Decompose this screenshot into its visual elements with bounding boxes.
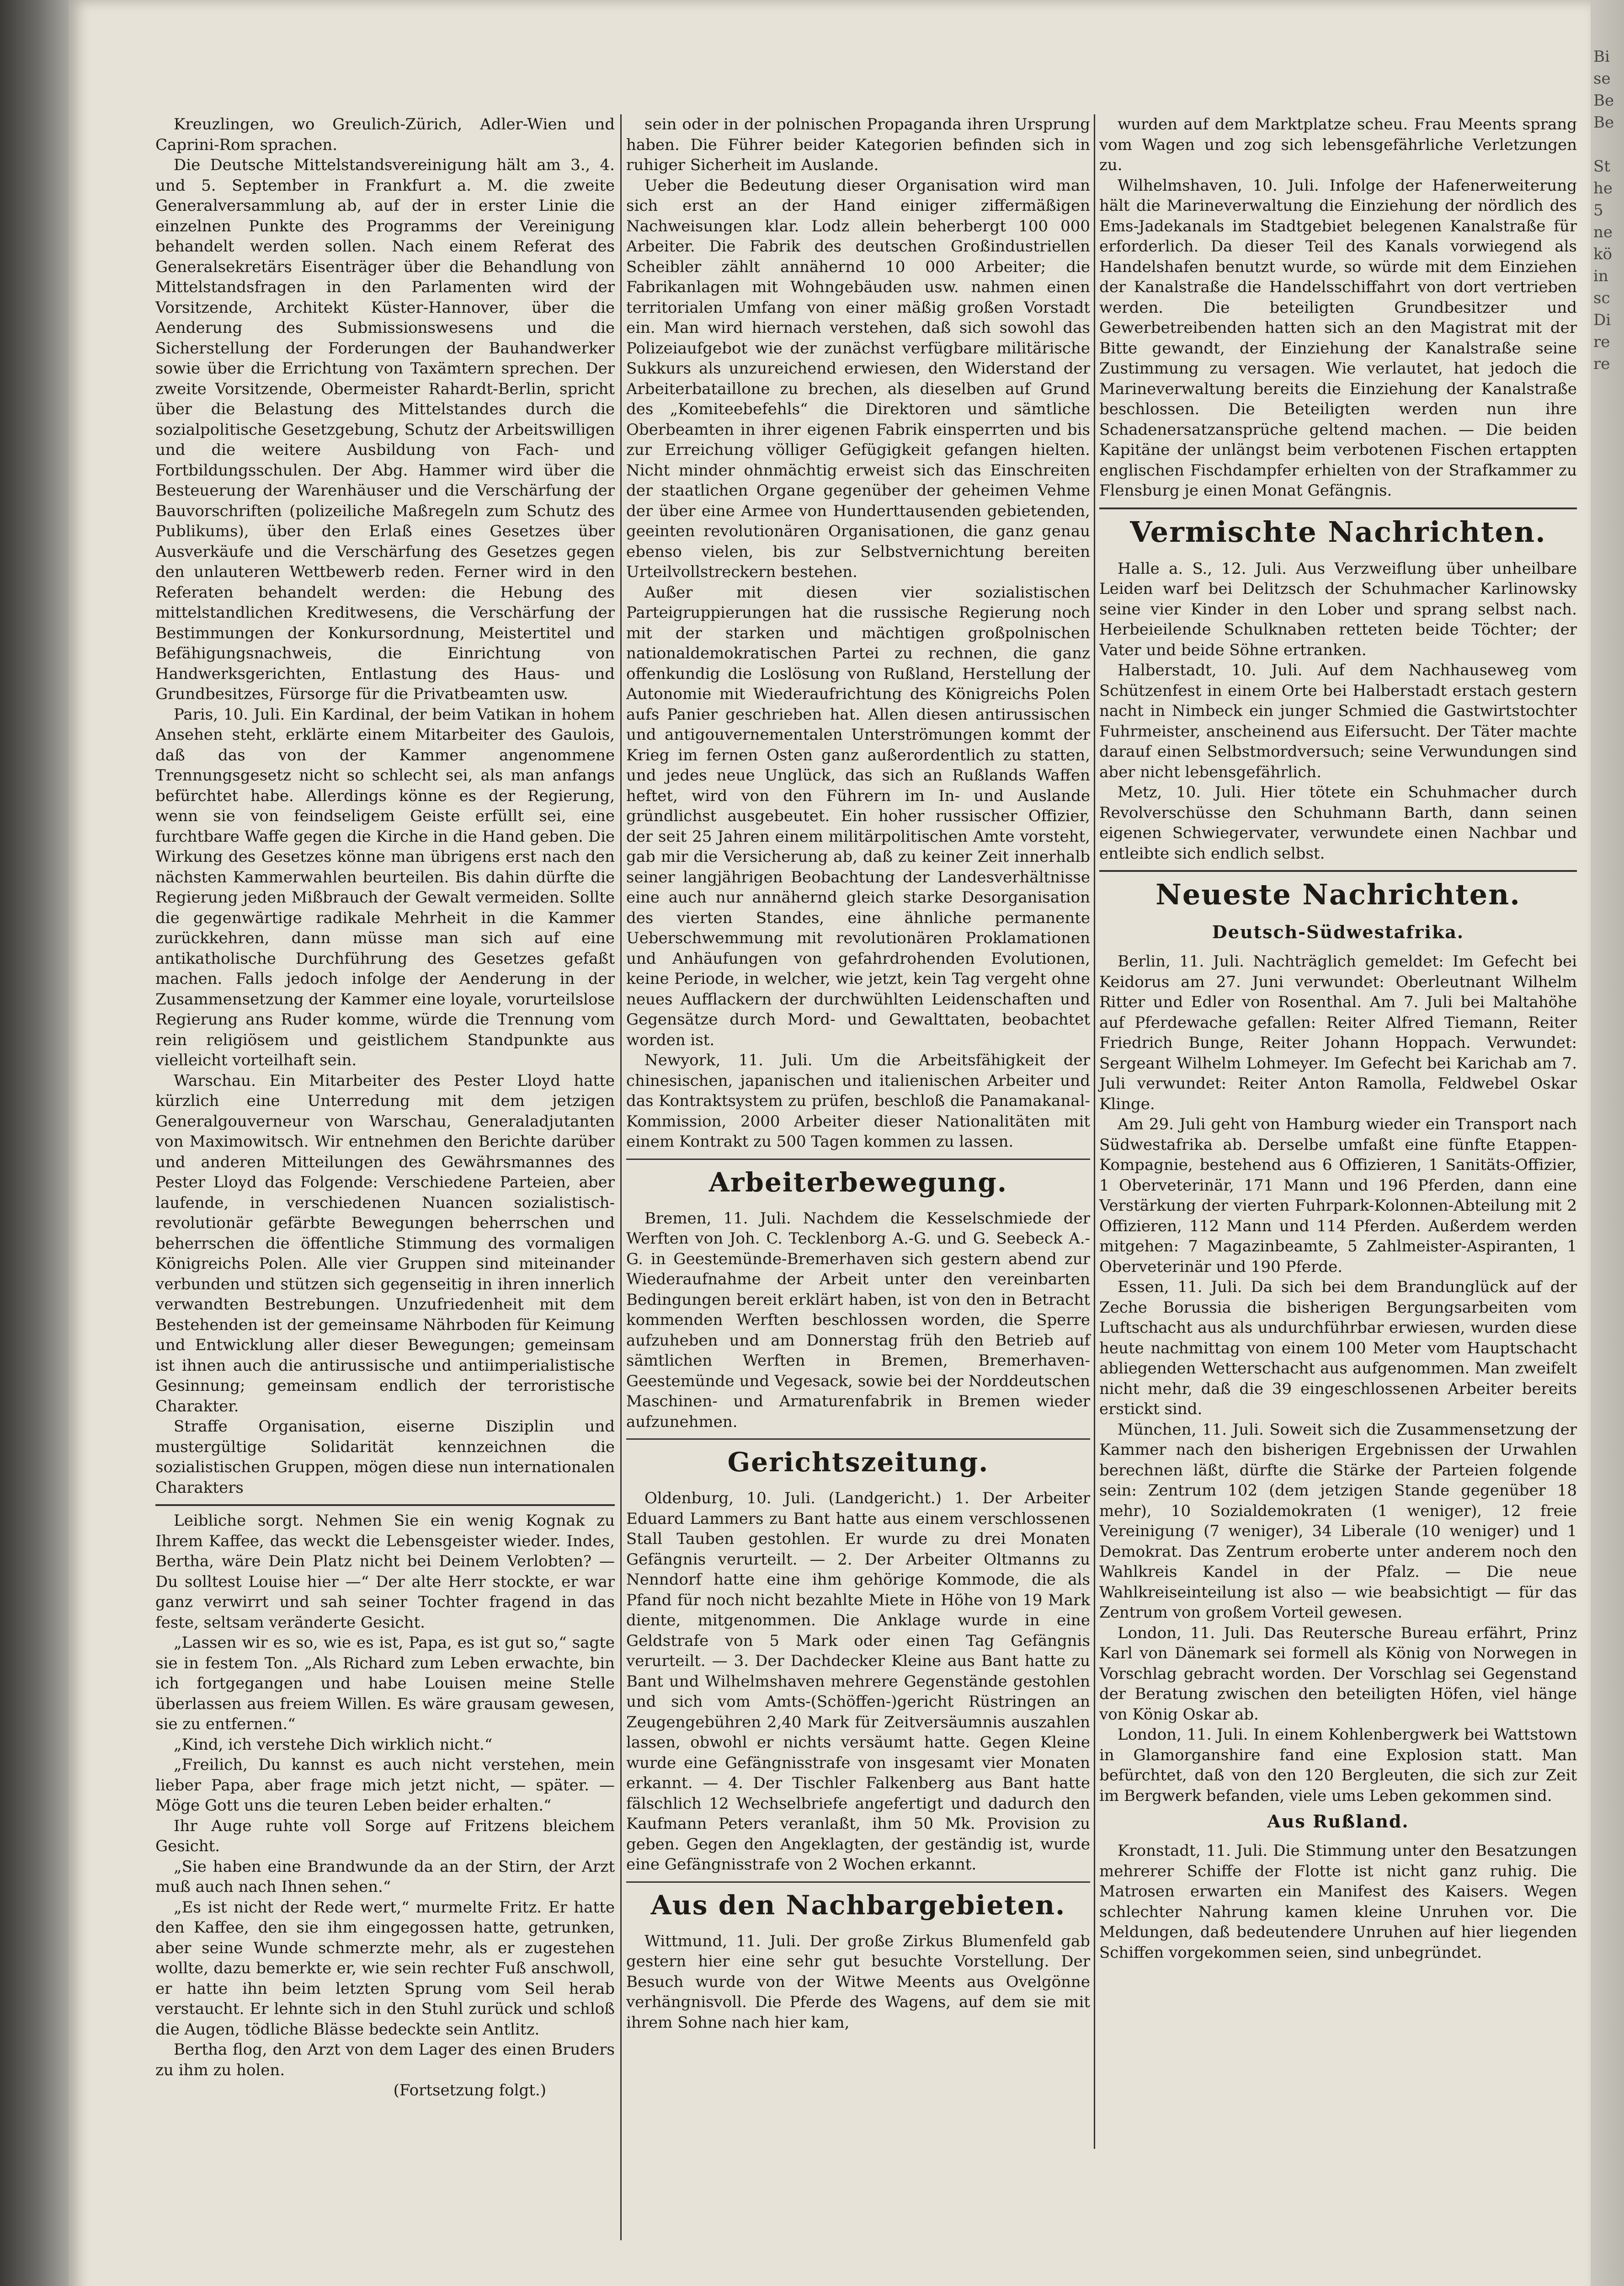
next-page-edge: Bi se Be Be St he 5 ne kö in sc Di re re: [1591, 0, 1624, 2286]
article-paragraph: London, 11. Juli. In einem Kohlenbergwerk bei Wattstown in Glamorganshire fand eine Explosion statt. Man befürchtet, daß von den 120 Bergleuten, die sich zur Zeit im Bergwerk befanden, viele ums Leben gekommen sind.: [1099, 1725, 1577, 1805]
article-paragraph: Am 29. Juli geht von Hamburg wieder ein Transport nach Südwestafrika ab. Derselbe umfaßt eine fünfte Etappen-Kompagnie, bestehend aus 6 Offizieren, 1 Sanitäts-Offizier, 1 Oberveterinär, 171 Mann und 196 Pferden, dann eine Verstärkung der vierten Fuhrpark-Kolonnen-Abteilung mit 2 Offizieren, 112 Mann und 114 Pferden. Außerdem werden mitgehen: 7 Magazinbeamte, 5 Zahlmeister-Aspiranten, 1 Oberveterinär und 190 Pferde.: [1099, 1115, 1577, 1276]
article-paragraph: Ueber die Bedeutung dieser Organisation wird man sich erst an der Hand einiger ziffermäßigen Nachweisungen klar. Lodz allein beherbergt 100 000 Arbeiter. Die Fabrik des deutschen Großindustriellen Scheibler zählt annähernd 10 000 Arbeiter; die Fabrikanlagen mit Wohngebäuden usw. nahmen einen territorialen Umfang von einer mäßig großen Vorstadt ein. Man wird hiernach verstehen, daß sich sowohl das Polizeiaufgebot wie der zunächst verfügbare militärische Sukkurs als unzureichend erwiesen, den Widerstand der Arbeiterbataillone zu brechen, als dieselben auf Grund des „Komiteebefehls“ die Direktoren und sämtliche Oberbeamten in ihrer eigenen Fabrik einsperrten und bis zur Erreichung völliger Gefügigkeit gefangen hielten. Nicht minder ohnmächtig erweist sich das Einschreiten der staatlichen Organe gegenüber der geheimen Vehme der über eine Armee von Hunderttausenden gebietenden, geeinten revolutionären Organisationen, die ganz genau ebenso vielen, bis zur Selbstvernichtung bereiten Urteilvollstreckern bestehen.: [626, 176, 1090, 581]
feuilleton-paragraph: „Sie haben eine Brandwunde da an der Stirn, der Arzt muß auch nach Ihnen sehen.“: [155, 1857, 615, 1896]
article-paragraph: Straffe Organisation, eiserne Disziplin und mustergültige Solidarität kennzeichnen die sozialistischen Gruppen, mögen diese nun internationalen Charakters: [155, 1417, 615, 1497]
article-paragraph: Halle a. S., 12. Juli. Aus Verzweiflung über unheilbare Leiden warf bei Delitzsch der Schuhmacher Karlinowsky seine vier Kinder in den Lober und sprang selbst nach. Herbeieilende Schulknaben retteten beide Töchter; der Vater und beide Söhne ertranken.: [1099, 559, 1577, 659]
column-rule-1: [620, 114, 622, 2240]
section-heading-misc: Vermischte Nachrichten.: [1130, 515, 1546, 549]
feuilleton-paragraph: „Lassen wir es so, wie es ist, Papa, es ist gut so,“ sagte sie in festem Ton. „Als Richard zum Leben erwachte, bin ich fortgegangen und habe Louisen meine Stelle überlassen aus freiem Willen. Es wäre grausam gewesen, sie zu entfernen.“: [155, 1634, 615, 1733]
section-heading-court: Gerichtszeitung.: [727, 1447, 989, 1478]
feuilleton-paragraph: Ihr Auge ruhte voll Sorge auf Fritzens bleichem Gesicht.: [155, 1816, 615, 1855]
article-paragraph: Bremen, 11. Juli. Nachdem die Kesselschmiede der Werften von Joh. C. Tecklenborg A.-G. und G. Seebeck A.-G. in Geestemünde-Bremerhaven sich gestern abend zur Wiederaufnahme der Arbeit unter den vereinbarten Bedingungen bereit erklärt haben, ist von den in Betracht kommenden Werften beschlossen worden, die Sperre aufzuheben und am Donnerstag früh den Betrieb auf sämtlichen Werften in Bremen, Bremerhaven-Geestemünde und Vegesack, sowie bei der Norddeutschen Maschinen- und Armaturenfabrik in Bremen wieder aufzunehmen.: [626, 1209, 1090, 1431]
article-paragraph: Die Deutsche Mittelstandsvereinigung hält am 3., 4. und 5. September in Frankfurt a. M. die zweite Generalversammlung ab, auf der in erster Linie die einzelnen Punkte des Programms der Vereinigung behandelt werden sollen. Nach einem Referat des Generalsekretärs Eisenträger über die Behandlung von Mittelstandsfragen in den Parlamenten wird der Vorsitzende, Architekt Küster-Hannover, über die Aenderung des Submissionswesens und die Sicherstellung der Forderungen der Bauhandwerker sowie über die Errichtung von Taxämtern sprechen. Der zweite Vorsitzende, Obermeister Rahardt-Berlin, spricht über die Belastung des Mittelstandes durch die sozialpolitische Gesetzgebung, Schutz der Arbeitswilligen und die weitere Ausbildung von Fach- und Fortbildungsschulen. Der Abg. Hammer wird über die Besteuerung der Warenhäuser und die Verschärfung der Bauvorschriften (polizeiliche Maßregeln zum Schutz des Publikums), über den Erlaß eines Gesetzes über Ausverkäufe und die Verschärfung des Gesetzes gegen den unlauteren Wettbewerb reden. Ferner wird in den Referaten behandelt werden: die Hebung des mittelstandlichen Kreditwesens, die Verschärfung der Bestimmungen der Konkursordnung, Meistertitel und Befähigungsnachweis, die Einrichtung von Handwerksgerichten, Entlastung des Haus- und Grundbesitzes, Fürsorge für die Privatbeamten usw.: [155, 156, 615, 703]
section-divider: [1099, 507, 1577, 509]
column-1: [155, 114, 615, 2101]
article-paragraph: Oldenburg, 10. Juli. (Landgericht.) 1. Der Arbeiter Eduard Lammers zu Bant hatte aus einem verschlossenen Stall Tauben gestohlen. Er wurde zu drei Monaten Gefängnis verurteilt. — 2. Der Arbeiter Oltmanns zu Nenndorf hatte eine ihm gehörige Kommode, die als Pfand für noch nicht bezahlte Miete in Höhe von 19 Mark diente, mitgenommen. Die Anklage wurde in eine Geldstrafe von 5 Mark oder einen Tag Gefängnis verurteilt. — 3. Der Dachdecker Kleine aus Bant hatte zu Bant und Wilhelmshaven mehrere Gegenstände gestohlen und sich vom Amts-(Schöffen-)gericht Rüstringen an Zeugengebühren 2,40 Mark für Zeitversäumnis auszahlen lassen, obwohl er nichts versäumt hatte. Gegen Kleine wurde eine Gefängnisstrafe von insgesamt vier Monaten erkannt. — 4. Der Tischler Falkenberg aus Bant hatte fälschlich 12 Wechselbriefe angefertigt und dadurch den Kaufmann Peters veranlaßt, ihm 50 Mk. Provision zu geben. Gegen den Angeklagten, der geständig ist, wurde eine Gefängnisstrafe von 2 Wochen erkannt.: [626, 1489, 1090, 1874]
article-paragraph: wurden auf dem Marktplatze scheu. Frau Meents sprang vom Wagen und zog sich lebensgefährliche Verletzungen zu.: [1099, 115, 1577, 174]
article-paragraph: Wittmund, 11. Juli. Der große Zirkus Blumenfeld gab gestern hier eine sehr gut besuchte Vorstellung. Der Besuch wurde von der Witwe Meents aus Ovelgönne verhängnisvoll. Die Pferde des Wagens, auf dem sie mit ihrem Sohne nach hier kam,: [626, 1932, 1090, 2032]
article-paragraph: Berlin, 11. Juli. Nachträglich gemeldet: Im Gefecht bei Keidorus am 27. Juni verwundet: Oberleutnant Wilhelm Ritter und Edler von Rosenthal. Am 7. Juli bei Maltahöhe auf Pferdewache gefallen: Reiter Alfred Tiemann, Reiter Friedrich Bunge, Reiter Johann Hoppach. Verwundet: Sergeant Wilhelm Lohmeyer. Im Gefecht bei Karichab am 7. Juli verwundet: Reiter Anton Ramolla, Feldwebel Oskar Klinge.: [1099, 952, 1577, 1113]
article-paragraph: Kreuzlingen, wo Greulich-Zürich, Adler-Wien und Caprini-Rom sprachen.: [155, 115, 615, 154]
article-paragraph: München, 11. Juli. Soweit sich die Zusammensetzung der Kammer nach den bisherigen Ergebnissen der Urwahlen berechnen läßt, dürfte die Stärke der Parteien folgende sein: Zentrum 102 (dem jetzigen Stande gegenüber 18 mehr), 10 Sozialdemokraten (1 weniger), 12 freie Vereinigung (7 weniger), 34 Liberale (10 weniger) und 1 Demokrat. Das Zentrum eroberte unter anderem noch den Wahlkreis Kandel in der Pfalz. — Die neue Wahlkreiseinteilung ist also — wie beabsichtigt — für das Zentrum von großem Vorteil gewesen.: [1099, 1420, 1577, 1622]
subheading-sw-africa: Deutsch-Südwestafrika.: [1212, 922, 1464, 942]
section-heading-latest: Neueste Nachrichten.: [1155, 878, 1521, 911]
section-heading-neighbors: Aus den Nachbargebieten.: [650, 1889, 1066, 1921]
section-divider: [626, 1881, 1090, 1883]
continuation-note: (Fortsetzung folgt.): [393, 2081, 546, 2099]
article-paragraph: Halberstadt, 10. Juli. Auf dem Nachhauseweg vom Schützenfest in einem Orte bei Halberstadt erstach gestern nacht in Nimbeck ein junger Schmied die Gastwirtstochter Fuhrmeister, anscheinend aus Eifersucht. Der Täter machte darauf einen Selbstmordversuch; seine Verwundungen sind aber nicht lebensgefährlich.: [1099, 661, 1577, 781]
section-divider: [626, 1159, 1090, 1160]
column-2: [626, 114, 1090, 2033]
feuilleton-paragraph: Leibliche sorgt. Nehmen Sie ein wenig Kognak zu Ihrem Kaffee, das weckt die Lebensgeister wieder. Indes, Bertha, wäre Dein Platz nicht bei Deinem Verlobten? — Du solltest Louise hier —“ Der alte Herr stockte, er war ganz verwirrt und sah seiner Tochter fragend in das feste, seltsam veränderte Gesicht.: [155, 1512, 615, 1632]
book-spine: [0, 0, 69, 2286]
subheading-russia: Aus Rußland.: [1267, 1811, 1409, 1832]
column-3: [1099, 114, 1577, 1963]
section-divider: [1099, 870, 1577, 872]
feuilleton-divider: [155, 1504, 615, 1506]
column-rule-2: [1094, 114, 1095, 2149]
section-divider: [626, 1438, 1090, 1440]
feuilleton: [155, 1511, 615, 2101]
feuilleton-paragraph: Bertha flog, den Arzt von dem Lager des einen Bruders zu ihm zu holen.: [155, 2040, 615, 2079]
article-paragraph: Essen, 11. Juli. Da sich bei dem Brandunglück auf der Zeche Borussia die bisherigen Bergungsarbeiten vom Luftschacht aus als undurchführbar erwiesen, wurden diese heute nachmittag von einem 100 Meter vom Hauptschacht abliegenden Wetterschacht aus aufgenommen. Man zweifelt nicht mehr, daß die 39 eingeschlossenen Arbeiter bereits erstickt sind.: [1099, 1278, 1577, 1418]
article-paragraph: London, 11. Juli. Das Reutersche Bureau erfährt, Prinz Karl von Dänemark sei formell als König von Norwegen in Vorschlag gebracht worden. Der Vorschlag sei Gegenstand der Beratung zwischen den beteiligten Höfen, viel hänge von König Oskar ab.: [1099, 1624, 1577, 1724]
article-paragraph: Kronstadt, 11. Juli. Die Stimmung unter den Besatzungen mehrerer Schiffe der Flotte ist nicht ganz ruhig. Die Matrosen erwarten ein Manifest des Kaisers. Wegen schlechter Nahrung kamen kleine Unruhen vor. Die Meldungen, daß bedeutendere Unruhen auf hier liegenden Schiffen vorgekommen seien, sind unbegründet.: [1099, 1842, 1577, 1962]
article-paragraph: Paris, 10. Juli. Ein Kardinal, der beim Vatikan in hohem Ansehen steht, erklärte einem Mitarbeiter des Gaulois, daß das von der Kammer angenommene Trennungsgesetz nicht so schlecht sei, als man anfangs befürchtet habe. Allerdings könne es der Regierung, wenn sie von feindseligem Geiste erfüllt sei, eine furchtbare Waffe gegen die Kirche in die Hand geben. Die Wirkung des Gesetzes könne man übrigens erst nach den nächsten Kammerwahlen beurteilen. Bis dahin dürfte die Regierung jeden Mißbrauch der Gewalt vermeiden. Sollte die gegenwärtige radikale Mehrheit in die Kammer zurückkehren, dann müsse man sich auf eine antikatholische Durchführung des Gesetzes gefaßt machen. Falls jedoch infolge der Aenderung in der Zusammensetzung der Kammer eine loyale, vorurteilslose Regierung ans Ruder komme, würde die Trennung vom rein religiösem und geistlichem Standpunkte aus vielleicht vorteilhaft sein.: [155, 705, 615, 1069]
article-paragraph: Metz, 10. Juli. Hier tötete ein Schuhmacher durch Revolverschüsse den Schuhmann Barth, dann seinen eigenen Schwiegervater, verwundete einen Nachbar und entleibte sich endlich selbst.: [1099, 783, 1577, 863]
article-paragraph: Wilhelmshaven, 10. Juli. Infolge der Hafenerweiterung hält die Marineverwaltung die Einziehung der nördlich des Ems-Jadekanals im Stadtgebiet belegenen Kanalstraße für erforderlich. Da dieser Teil des Kanals vorwiegend als Handelshafen benutzt wurde, so würde mit dem Einziehen der Kanalstraße die Handelsschiffahrt von dort vertrieben werden. Die beteiligten Grundbesitzer und Gewerbetreibenden hatten sich an den Magistrat mit der Bitte gewandt, der Einziehung der Kanalstraße seine Zustimmung zu versagen. Wie verlautet, hat jedoch die Marineverwaltung bereits die Einziehung der Kanalstraße beschlossen. Die Beteiligten werden nun ihre Schadenersatzansprüche geltend machen. — Die beiden Kapitäne der unlängst beim verbotenen Fischen ertappten englischen Fischdampfer erhielten von der Strafkammer zu Flensburg je einen Monat Gefängnis.: [1099, 176, 1577, 500]
article-paragraph: Warschau. Ein Mitarbeiter des Pester Lloyd hatte kürzlich eine Unterredung mit dem jetzigen Generalgouverneur von Warschau, Generaladjutanten von Maximowitsch. Wir entnehmen den Berichte darüber und anderen Mitteilungen des Gewährsmannes des Pester Lloyd das Folgende: Verschiedene Parteien, aber laufende, in verschiedenen Nuancen sozialistisch-revolutionär gefärbte Bewegungen beherrschen und beherrschen die öffentliche Stimmung des vormaligen Königreichs Polen. Alle vier Gruppen sind miteinander verbunden und stützen sich gegenseitig in ihren innerlich verwandten Bestrebungen. Unzufriedenheit mit dem Bestehenden ist der gemeinsame Nährboden für Keimung und Entwicklung aller dieser Bewegungen; gemeinsam ist ihnen auch die antirussische und antiimperialistische Gesinnung; gemeinsam endlich der terroristische Charakter.: [155, 1071, 615, 1415]
article-paragraph: Außer mit diesen vier sozialistischen Parteigruppierungen hat die russische Regierung noch mit der starken und mächtigen großpolnischen nationaldemokratischen Partei zu rechnen, die ganz offenkundig die Loslösung von Rußland, Herstellung der Autonomie mit Wiederaufrichtung des Königreichs Polen aufs Panier geschrieben hat. Allen diesen antirussischen und antigouvernementalen Unterströmungen kommt der Krieg im fernen Osten ganz außerordentlich zu statten, und jedes neue Unglück, das sich an Rußlands Waffen heftet, wird von den Führern im In- und Auslande gründlichst ausgebeutet. Ein hoher russischer Offizier, der seit 25 Jahren einem militärpolitischen Amte vorsteht, gab mir die Versicherung ab, daß zu keiner Zeit innerhalb seiner langjährigen Beobachtung der Landesverhältnisse eine auch nur annähernd gleich starke Desorganisation des vierten Standes, eine ähnliche permanente Ueberschwemmung mit revolutionären Proklamationen und Anhäufungen von gefahrdrohenden Evolutionen, keine Periode, in welcher, wie jetzt, kein Tag vergeht ohne neues Aufflackern der durchwühlten Leidenschaften und Gegensätze durch Mord- und Gewalttaten, beobachtet worden ist.: [626, 583, 1090, 1049]
feuilleton-paragraph: „Kind, ich verstehe Dich wirklich nicht.“: [174, 1735, 493, 1754]
section-heading-labor: Arbeiterbewegung.: [708, 1166, 1008, 1198]
feuilleton-paragraph: „Es ist nicht der Rede wert,“ murmelte Fritz. Er hatte den Kaffee, den sie ihm eingegossen hatte, getrunken, aber seine Wunde schmerzte mehr, als er zugestehen wollte, dazu bemerkte er, wie sein rechter Fuß anschwoll, er hatte ihn beim letzten Sprung vom Seil herab verstaucht. Er lehnte sich in den Stuhl zurück und schloß die Augen, tödliche Blässe bedeckte sein Antlitz.: [155, 1898, 615, 2039]
feuilleton-paragraph: „Freilich, Du kannst es auch nicht verstehen, mein lieber Papa, aber frage mich jetzt nicht, — später. — Möge Gott uns die teuren Leben beider erhalten.“: [155, 1756, 615, 1815]
article-paragraph: Newyork, 11. Juli. Um die Arbeitsfähigkeit der chinesischen, japanischen und italienischen Arbeiter und das Kontraktsystem zu prüfen, beschloß die Panamakanal-Kommission, 2000 Arbeiter dieser Nationalitäten mit einem Kontrakt zu 500 Tagen kommen zu lassen.: [626, 1051, 1090, 1151]
article-paragraph: sein oder in der polnischen Propaganda ihren Ursprung haben. Die Führer beider Kategorien befinden sich in ruhiger Sicherheit im Auslande.: [626, 115, 1090, 174]
